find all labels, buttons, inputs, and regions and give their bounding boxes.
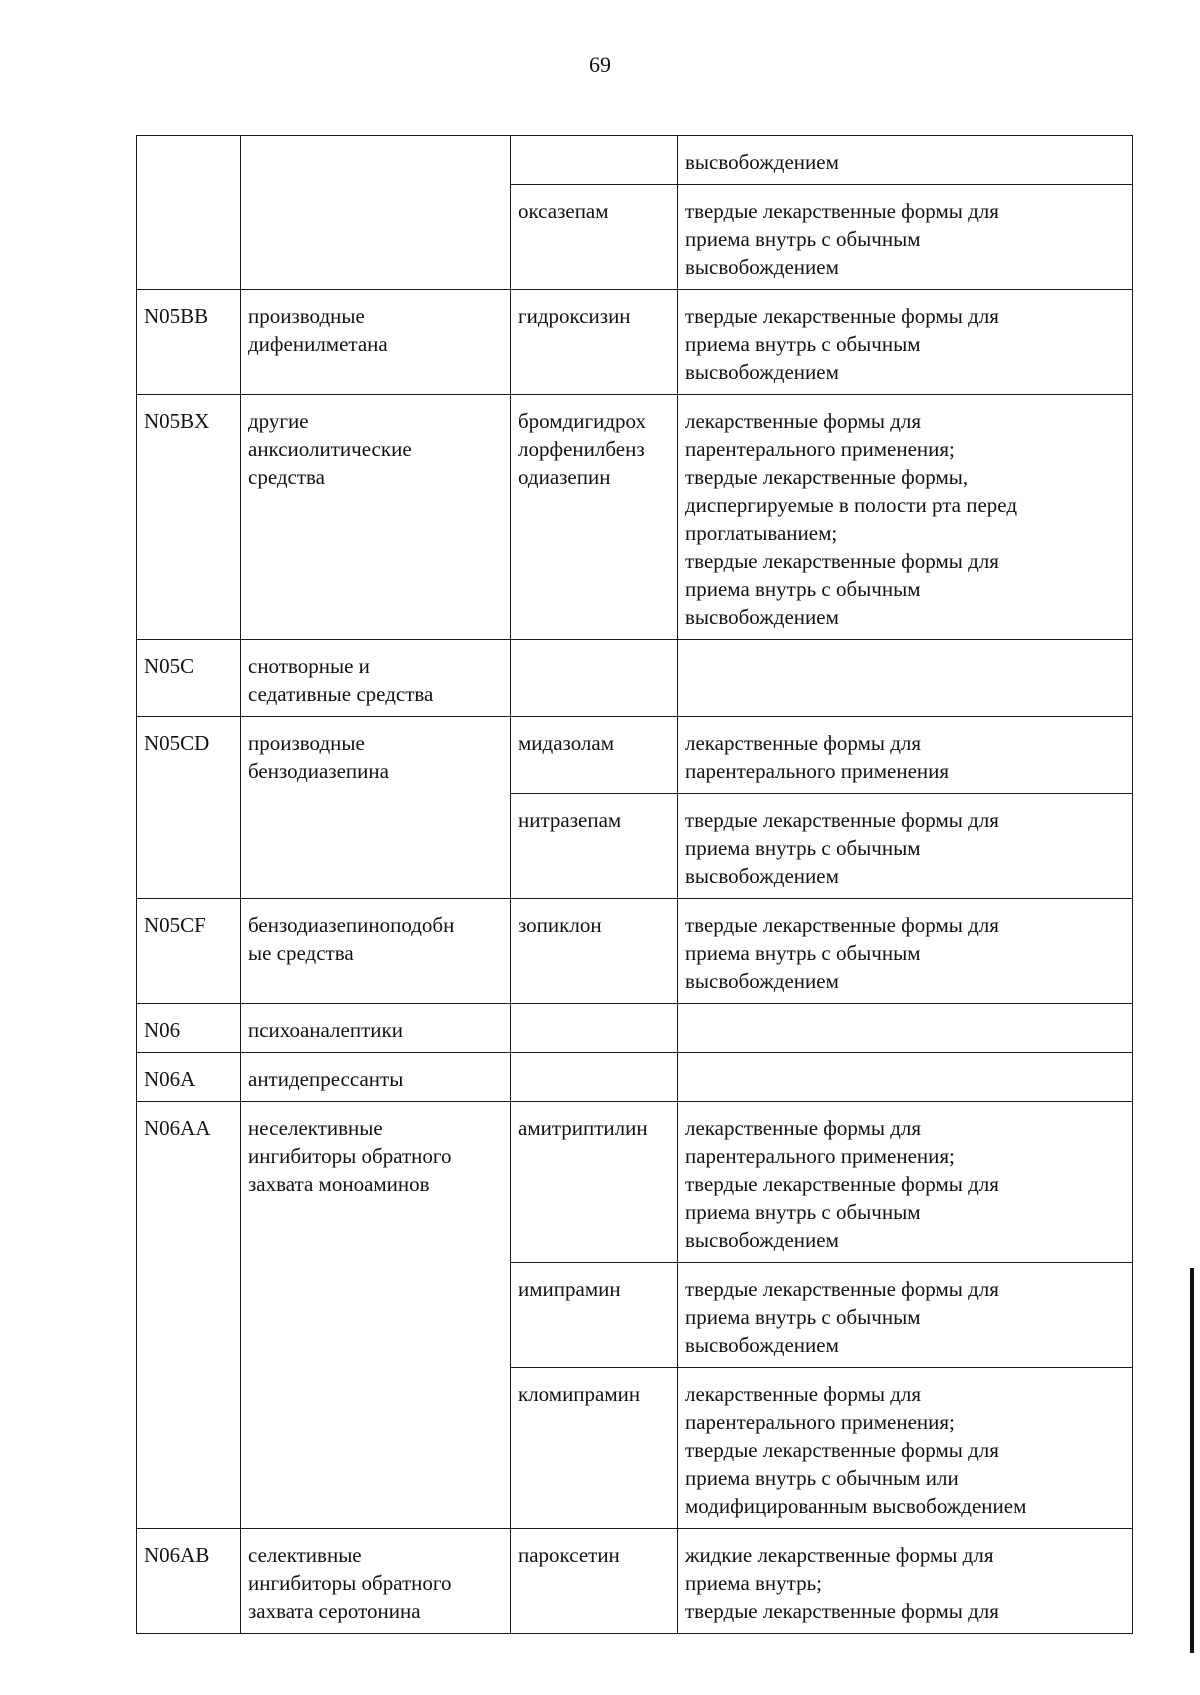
table-row	[137, 395, 1133, 640]
group-name-cell-line: средства	[248, 465, 326, 489]
group-name-cell-line: производные	[248, 731, 365, 755]
table-row	[137, 899, 1133, 1004]
group-name-cell	[241, 717, 511, 899]
group-name-cell-line: ингибиторы обратного	[248, 1144, 452, 1168]
drug-name-cell-line: оксазепам	[518, 199, 609, 223]
dosage-form-cell-line: приема внутрь с обычным	[685, 577, 921, 601]
group-name-cell-line: ые средства	[248, 941, 354, 965]
group-name-cell-line: седативные средства	[248, 682, 434, 706]
dosage-form-cell-line: приема внутрь с обычным	[685, 332, 921, 356]
dosage-form-cell	[678, 1529, 1133, 1634]
dosage-form-cell-line: высвобождением	[685, 1228, 839, 1252]
dosage-form-cell	[678, 640, 1133, 717]
dosage-form-cell	[678, 136, 1133, 185]
drug-name-cell-line: одиазепин	[518, 465, 611, 489]
group-name-cell-line: другие	[248, 409, 309, 433]
dosage-form-cell-line: высвобождением	[685, 605, 839, 629]
group-name-cell-line: бензодиазепиноподобн	[248, 913, 455, 937]
dosage-form-cell-line: высвобождением	[685, 150, 839, 174]
dosage-form-cell-line: лекарственные формы для	[685, 1116, 922, 1140]
group-name-cell-line: дифенилметана	[248, 332, 388, 356]
dosage-form-cell	[678, 899, 1133, 1004]
dosage-form-cell-line: приема внутрь с обычным	[685, 1200, 921, 1224]
dosage-form-cell-line: высвобождением	[685, 1333, 839, 1357]
atc-code-cell: N05BX	[137, 395, 241, 640]
dosage-form-cell-line: твердые лекарственные формы для	[685, 1172, 999, 1196]
dosage-form-cell-line: высвобождением	[685, 255, 839, 279]
drug-name-cell	[511, 395, 678, 640]
dosage-form-cell-line: твердые лекарственные формы,	[685, 465, 969, 489]
drug-name-cell-line: амитриптилин	[518, 1116, 648, 1140]
group-name-cell	[241, 1529, 511, 1634]
dosage-form-cell-line: жидкие лекарственные формы для	[685, 1543, 994, 1567]
dosage-form-cell-line: твердые лекарственные формы для	[685, 1277, 999, 1301]
dosage-form-cell-line: высвобождением	[685, 969, 839, 993]
dosage-form-cell	[678, 1368, 1133, 1529]
dosage-form-cell-line: лекарственные формы для	[685, 409, 922, 433]
dosage-form-cell-line: твердые лекарственные формы для	[685, 549, 999, 573]
drug-name-cell	[511, 1263, 678, 1368]
dosage-form-cell	[678, 1004, 1133, 1053]
dosage-form-cell-line: парентерального применения;	[685, 437, 955, 461]
group-name-cell-line: захвата моноаминов	[248, 1172, 430, 1196]
dosage-form-cell	[678, 1102, 1133, 1263]
dosage-form-cell	[678, 395, 1133, 640]
dosage-form-cell-line: модифицированным высвобождением	[685, 1494, 1027, 1518]
table-row	[137, 1053, 1133, 1102]
dosage-form-cell-line: парентерального применения	[685, 759, 950, 783]
group-name-cell	[241, 899, 511, 1004]
atc-code-cell: N05BB	[137, 290, 241, 395]
dosage-form-cell-line: приема внутрь с обычным	[685, 1305, 921, 1329]
atc-code-cell: N06A	[137, 1053, 241, 1102]
group-name-cell-line: анксиолитические	[248, 437, 412, 461]
drug-name-cell-line: зопиклон	[518, 913, 602, 937]
drug-name-cell	[511, 185, 678, 290]
drug-name-cell	[511, 1004, 678, 1053]
drug-name-cell	[511, 1053, 678, 1102]
dosage-form-cell-line: приема внутрь с обычным	[685, 836, 921, 860]
dosage-form-cell	[678, 185, 1133, 290]
group-name-cell	[241, 395, 511, 640]
dosage-form-cell	[678, 717, 1133, 794]
dosage-form-cell-line: твердые лекарственные формы для	[685, 808, 999, 832]
dosage-form-cell-line: лекарственные формы для	[685, 731, 922, 755]
dosage-form-cell-line: приема внутрь;	[685, 1571, 823, 1595]
drug-name-cell	[511, 640, 678, 717]
dosage-form-cell-line: высвобождением	[685, 864, 839, 888]
atc-code-cell: N06AB	[137, 1529, 241, 1634]
dosage-form-cell	[678, 1053, 1133, 1102]
group-name-cell-line: неселективные	[248, 1116, 383, 1140]
dosage-form-cell	[678, 290, 1133, 395]
drug-name-cell	[511, 1368, 678, 1529]
drug-name-cell	[511, 1529, 678, 1634]
group-name-cell	[241, 1053, 511, 1102]
dosage-form-cell-line: приема внутрь с обычным	[685, 227, 921, 251]
atc-code-cell: N05CF	[137, 899, 241, 1004]
group-name-cell	[241, 290, 511, 395]
drug-name-cell-line: кломипрамин	[518, 1382, 641, 1406]
drug-name-cell-line: бромдигидрох	[518, 409, 647, 433]
table-row	[137, 290, 1133, 395]
table-row	[137, 640, 1133, 717]
group-name-cell-line: снотворные и	[248, 654, 370, 678]
page-number: 69	[589, 52, 611, 77]
dosage-form-cell-line: парентерального применения;	[685, 1410, 955, 1434]
dosage-form-cell-line: парентерального применения;	[685, 1144, 955, 1168]
group-name-cell-line: антидепрессанты	[248, 1067, 404, 1091]
group-name-cell-line: производные	[248, 304, 365, 328]
dosage-form-cell-line: твердые лекарственные формы для	[685, 1438, 999, 1462]
drug-name-cell	[511, 717, 678, 794]
drug-name-cell-line: мидазолам	[518, 731, 615, 755]
group-name-cell-line: селективные	[248, 1543, 362, 1567]
atc-code-cell: N06	[137, 1004, 241, 1053]
table-body	[137, 136, 1133, 1634]
drug-name-cell	[511, 899, 678, 1004]
drug-name-cell-line: гидроксизин	[518, 304, 631, 328]
table-row	[137, 717, 1133, 794]
dosage-form-cell-line: высвобождением	[685, 360, 839, 384]
scan-edge-mark	[1190, 1268, 1194, 1653]
atc-code-cell: N06AA	[137, 1102, 241, 1529]
group-name-cell	[241, 1004, 511, 1053]
drug-name-cell	[511, 290, 678, 395]
table-row	[137, 1102, 1133, 1263]
drug-name-cell	[511, 1102, 678, 1263]
dosage-form-cell-line: приема внутрь с обычным или	[685, 1466, 959, 1490]
group-name-cell	[241, 136, 511, 290]
group-name-cell-line: бензодиазепина	[248, 759, 389, 783]
atc-code-cell	[137, 136, 241, 290]
dosage-form-cell-line: твердые лекарственные формы для	[685, 913, 999, 937]
drug-name-cell-line: имипрамин	[518, 1277, 621, 1301]
group-name-cell	[241, 640, 511, 717]
atc-code-cell: N05CD	[137, 717, 241, 899]
group-name-cell	[241, 1102, 511, 1529]
dosage-form-cell	[678, 1263, 1133, 1368]
drug-name-cell-line: нитразепам	[518, 808, 622, 832]
drug-name-cell-line: лорфенилбенз	[518, 437, 645, 461]
dosage-form-cell	[678, 794, 1133, 899]
dosage-form-cell-line: проглатыванием;	[685, 521, 838, 545]
dosage-form-cell-line: приема внутрь с обычным	[685, 941, 921, 965]
dosage-form-cell-line: твердые лекарственные формы для	[685, 1599, 999, 1623]
dosage-form-cell-line: твердые лекарственные формы для	[685, 199, 999, 223]
dosage-form-cell-line: диспергируемые в полости рта перед	[685, 493, 1018, 517]
group-name-cell-line: психоаналептики	[248, 1018, 403, 1042]
drug-name-cell	[511, 136, 678, 185]
dosage-form-cell-line: твердые лекарственные формы для	[685, 304, 999, 328]
drug-table	[136, 135, 1133, 1634]
table-row	[137, 1004, 1133, 1053]
dosage-form-cell-line: лекарственные формы для	[685, 1382, 922, 1406]
group-name-cell-line: ингибиторы обратного	[248, 1571, 452, 1595]
group-name-cell-line: захвата серотонина	[248, 1599, 421, 1623]
atc-code-cell: N05C	[137, 640, 241, 717]
drug-name-cell-line: пароксетин	[518, 1543, 620, 1567]
table-row	[137, 136, 1133, 185]
drug-name-cell	[511, 794, 678, 899]
table-row	[137, 1529, 1133, 1634]
